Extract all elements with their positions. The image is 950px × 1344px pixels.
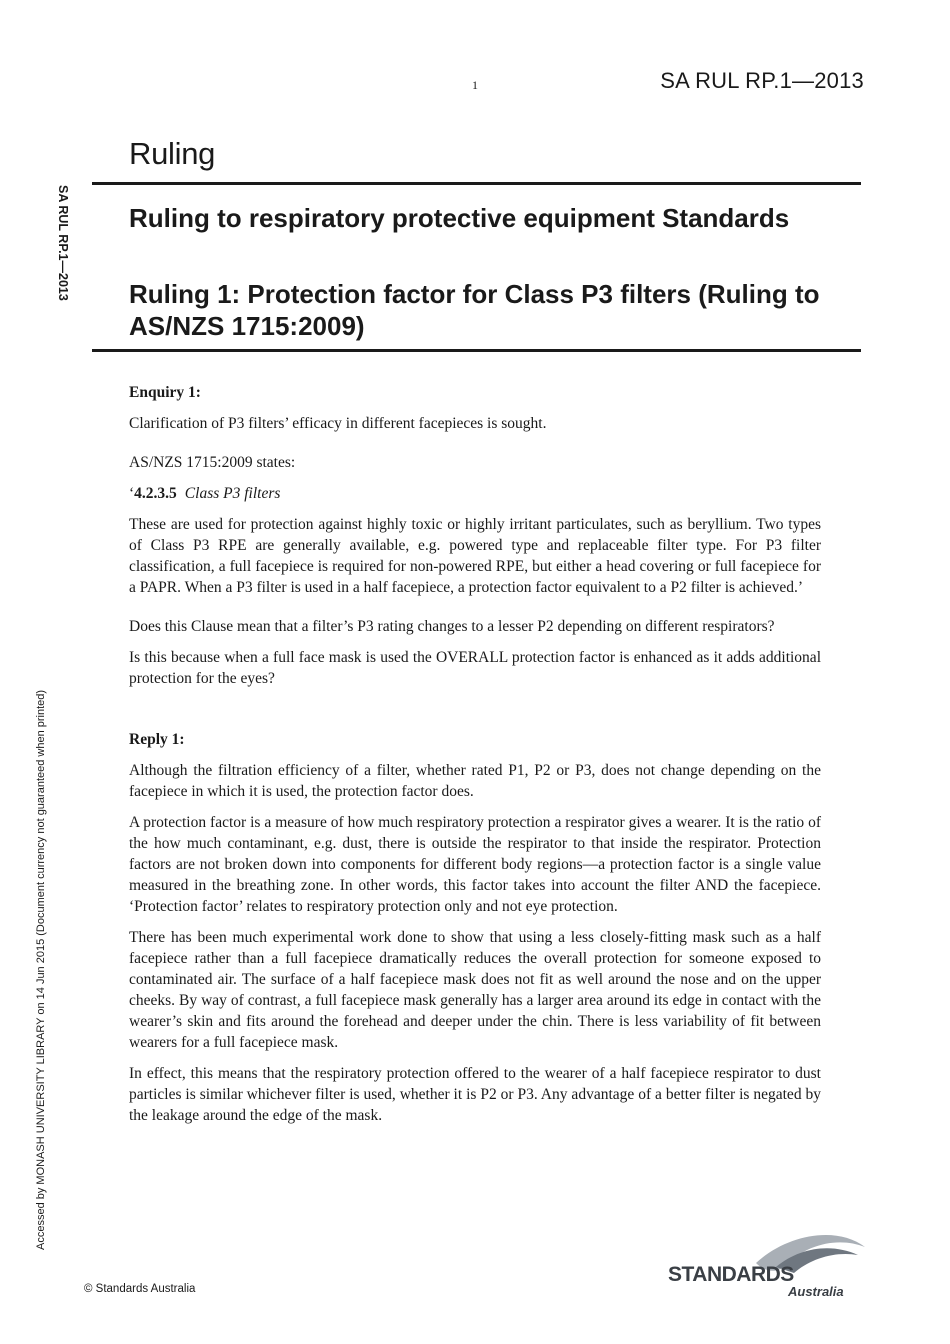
- ruling-content: [129, 382, 821, 1126]
- reply-heading: Reply 1:: [129, 731, 185, 748]
- reply-paragraph: There has been much experimental work done to show that using a less closely-fitting mask such as a half facepiece rather than a full facepiece dramatically reduces the overall protection for someone exposed to contaminated air. The surface of a half facepiece mask does not fit as well around the nose and on the upper cheeks. By way of contrast, a full facepiece mask generally has a larger area around its edge in contact with the wearer’s skin and fits around the forehead and deeper under the chin. There is less variability of fit between wearers for a full facepiece mask.: [129, 929, 821, 1051]
- side-document-code: SA RUL RP.1—2013: [56, 185, 70, 301]
- clause-title: Class P3 filters: [184, 485, 281, 502]
- title-bottom-rule: [92, 349, 861, 352]
- standard-states: AS/NZS 1715:2009 states:: [129, 454, 296, 471]
- access-note: Accessed by MONASH UNIVERSITY LIBRARY on 14 Jun 2015 (Document currency not guaranteed when printed): [35, 689, 47, 1250]
- enquiry-question-1: Does this Clause mean that a filter’s P3 rating changes to a lesser P2 depending on different respirators?: [129, 618, 775, 635]
- standards-australia-logo: [668, 1225, 868, 1300]
- ruling-label: Ruling: [129, 136, 216, 171]
- enquiry-intro: Clarification of P3 filters’ efficacy in different facepieces is sought.: [129, 415, 547, 432]
- main-title: Ruling to respiratory protective equipment Standards: [129, 203, 790, 233]
- reply-paragraph: In effect, this means that the respiratory protection offered to the wearer of a half facepiece respirator to dust particles is similar whichever filter is used, whether it is P2 or P3. Any advantage of a better filter is negated by the leakage around the edge of the mask.: [129, 1065, 821, 1124]
- reply-paragraph: Although the filtration efficiency of a filter, whether rated P1, P2 or P3, does not change depending on the facepiece in which it is used, the protection factor does.: [129, 762, 821, 800]
- clause-open-quote: ‘: [129, 485, 135, 502]
- clause-heading: [129, 483, 821, 504]
- logo-sub: Australia: [788, 1284, 844, 1299]
- page-number: 1: [472, 78, 478, 92]
- clause-number: 4.2.3.5: [134, 485, 177, 502]
- reply-paragraph: A protection factor is a measure of how much respiratory protection a respirator gives a wearer. It is the ratio of the how much contaminant, e.g. dust, there is outside the respirator to that inside the respirator. Protection factors are not broken down into components for different body regions—a protection factor is a single value measured in the breathing zone. In other words, this factor takes into account the filter AND the facepiece. ‘Protection factor’ relates to respiratory protection only and not eye protection.: [129, 814, 821, 915]
- document-code: SA RUL RP.1—2013: [660, 68, 864, 93]
- sub-title: Ruling 1: Protection factor for Class P3 filters (Ruling to AS/NZS 1715:2009): [129, 279, 820, 341]
- copyright-notice: © Standards Australia: [84, 1283, 196, 1295]
- enquiry-question-2: Is this because when a full face mask is used the OVERALL protection factor is enhanced as it adds additional protection for the eyes?: [129, 649, 821, 687]
- clause-text: These are used for protection against highly toxic or highly irritant particulates, such as beryllium. Two types of Class P3 RPE are generally available, e.g. powered type and replaceable filter type. For P3 filter classification, a full facepiece is required for non-powered RPE, but either a head covering or full facepiece for a PAPR. When a P3 filter is used in a half facepiece, a protection factor equivalent to a P2 filter is achieved.’: [129, 516, 821, 596]
- title-top-rule: [92, 182, 861, 185]
- enquiry-heading: Enquiry 1:: [129, 384, 201, 401]
- logo-word: STANDARDS: [668, 1263, 794, 1286]
